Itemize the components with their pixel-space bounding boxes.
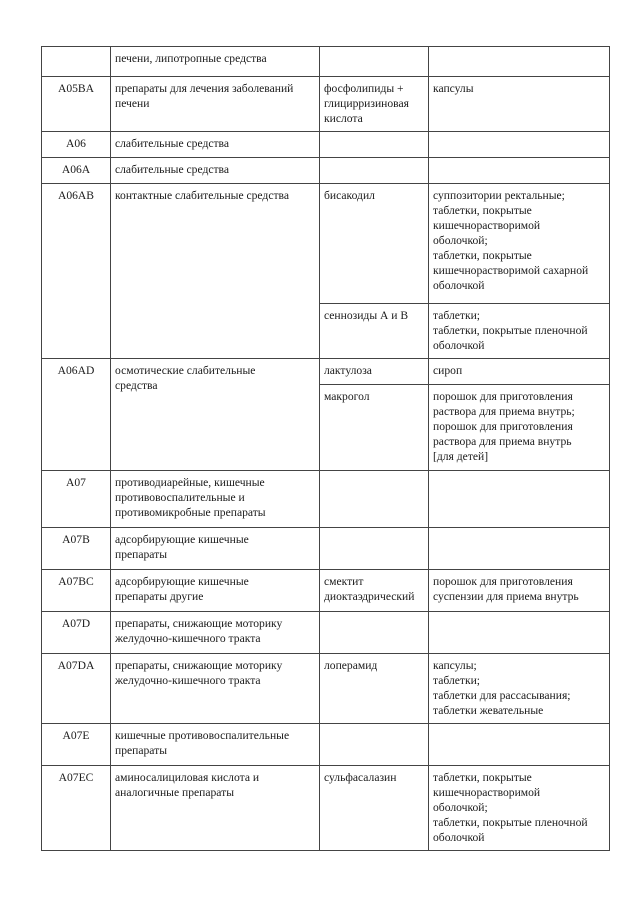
form-text-line: таблетки, покрытые пленочной [433,816,588,829]
group-text-line: средства [115,379,158,392]
form-text-line: сироп [433,364,463,377]
form-text-line: раствора для приема внутрь; [433,405,575,418]
drug-cell [320,77,429,132]
code-cell: A05BA [42,77,111,132]
drug-cell [320,612,429,654]
group-text-line: желудочно-кишечного тракта [115,632,261,645]
code-cell: A07E [42,724,111,766]
group-text-line: слабительные средства [115,163,230,176]
drug-text-line: лоперамид [324,659,378,672]
code-cell: A07D [42,612,111,654]
form-cell [429,385,610,471]
form-cell [429,528,610,570]
form-text-line: кишечнорастворимой сахарной [433,264,589,277]
table-row [42,766,610,851]
drug-classification-table [41,46,610,851]
form-text-line: суспензии для приема внутрь [433,590,579,603]
drug-cell [320,766,429,851]
group-text-line: препараты другие [115,590,204,603]
form-text-line: раствора для приема внутрь [433,435,572,448]
group-text-line: адсорбирующие кишечные [115,575,249,588]
form-text-line: капсулы; [433,659,477,672]
group-cell [111,528,320,570]
form-cell [429,158,610,184]
group-text-line: препараты [115,548,167,561]
code-cell: A06AD [42,359,111,471]
group-cell [111,359,320,471]
group-text-line: адсорбирующие кишечные [115,533,249,546]
form-text-line: оболочкой; [433,801,488,814]
drug-cell [320,184,429,304]
code-cell: A07B [42,528,111,570]
form-cell [429,471,610,528]
group-cell [111,724,320,766]
form-text-line: капсулы [433,82,474,95]
group-cell [111,158,320,184]
form-text-line: оболочкой [433,339,485,352]
drug-text-line: смектит [324,575,364,588]
group-text-line: препараты [115,744,167,757]
table-row [42,47,610,77]
form-cell [429,612,610,654]
drug-text-line: сульфасалазин [324,771,397,784]
form-cell [429,654,610,724]
table-row [42,654,610,724]
drug-text-line: кислота [324,112,363,125]
form-text-line: кишечнорастворимой [433,786,541,799]
form-text-line: таблетки, покрытые [433,771,532,784]
group-cell [111,612,320,654]
drug-cell [320,471,429,528]
form-text-line: таблетки; [433,674,481,687]
form-cell [429,766,610,851]
code-cell: A07 [42,471,111,528]
table-row [42,570,610,612]
table-row [42,359,610,385]
group-text-line: препараты для лечения заболеваний [115,82,294,95]
group-cell [111,471,320,528]
drug-text-line: макрогол [324,390,370,403]
drug-text-line: глицирризиновая [324,97,409,110]
code-cell: A06A [42,158,111,184]
form-text-line: порошок для приготовления [433,420,573,433]
group-text-line: слабительные средства [115,137,230,150]
form-text-line: таблетки жевательные [433,704,544,717]
group-text-line: печени [115,97,150,110]
drug-cell [320,385,429,471]
form-text-line: [для детей] [433,450,489,463]
group-cell [111,766,320,851]
form-cell [429,47,610,77]
group-text-line: препараты, снижающие моторику [115,659,283,672]
drug-text-line: сеннозиды А и В [324,309,409,322]
group-text-line: аналогичные препараты [115,786,235,799]
form-text-line: суппозитории ректальные; [433,189,565,202]
group-text-line: печени, липотропные средства [115,52,267,65]
group-text-line: кишечные противовоспалительные [115,729,290,742]
form-text-line: порошок для приготовления [433,390,573,403]
drug-cell [320,47,429,77]
form-text-line: таблетки, покрытые пленочной [433,324,588,337]
form-cell [429,724,610,766]
group-text-line: осмотические слабительные [115,364,256,377]
form-text-line: таблетки, покрытые [433,204,532,217]
drug-text-line: бисакодил [324,189,375,202]
drug-text-line: диоктаэдрический [324,590,415,603]
table-row [42,612,610,654]
drug-cell [320,570,429,612]
group-cell [111,47,320,77]
form-cell [429,359,610,385]
code-cell: A06 [42,132,111,158]
group-cell [111,77,320,132]
form-text-line: оболочкой [433,279,485,292]
table-row [42,158,610,184]
form-text-line: таблетки; [433,309,481,322]
code-cell: A07EC [42,766,111,851]
group-text-line: аминосалициловая кислота и [115,771,260,784]
group-cell [111,570,320,612]
group-text-line: противомикробные препараты [115,506,266,519]
group-cell [111,132,320,158]
table-row [42,132,610,158]
table-row [42,77,610,132]
form-text-line: оболочкой; [433,234,488,247]
group-cell [111,654,320,724]
form-cell [429,77,610,132]
form-text-line: таблетки для рассасывания; [433,689,571,702]
drug-cell [320,528,429,570]
table-row [42,184,610,304]
group-text-line: противодиарейные, кишечные [115,476,265,489]
drug-cell [320,654,429,724]
group-text-line: контактные слабительные средства [115,189,290,202]
drug-cell [320,132,429,158]
code-cell: A07BC [42,570,111,612]
form-text-line: кишечнорастворимой [433,219,541,232]
group-text-line: препараты, снижающие моторику [115,617,283,630]
group-cell [111,184,320,359]
drug-cell [320,304,429,359]
form-cell [429,132,610,158]
form-text-line: таблетки, покрытые [433,249,532,262]
code-cell: A07DA [42,654,111,724]
drug-text-line: лактулоза [324,364,372,377]
table-row [42,724,610,766]
drug-cell [320,359,429,385]
group-text-line: противовоспалительные и [115,491,245,504]
drug-text-line: фосфолипиды + [324,82,404,95]
table-row [42,528,610,570]
form-cell [429,304,610,359]
table-row [42,471,610,528]
form-cell [429,570,610,612]
form-cell [429,184,610,304]
form-text-line: оболочкой [433,831,485,844]
form-text-line: порошок для приготовления [433,575,573,588]
group-text-line: желудочно-кишечного тракта [115,674,261,687]
drug-cell [320,158,429,184]
drug-cell [320,724,429,766]
code-cell [42,47,111,77]
code-cell: A06AB [42,184,111,359]
